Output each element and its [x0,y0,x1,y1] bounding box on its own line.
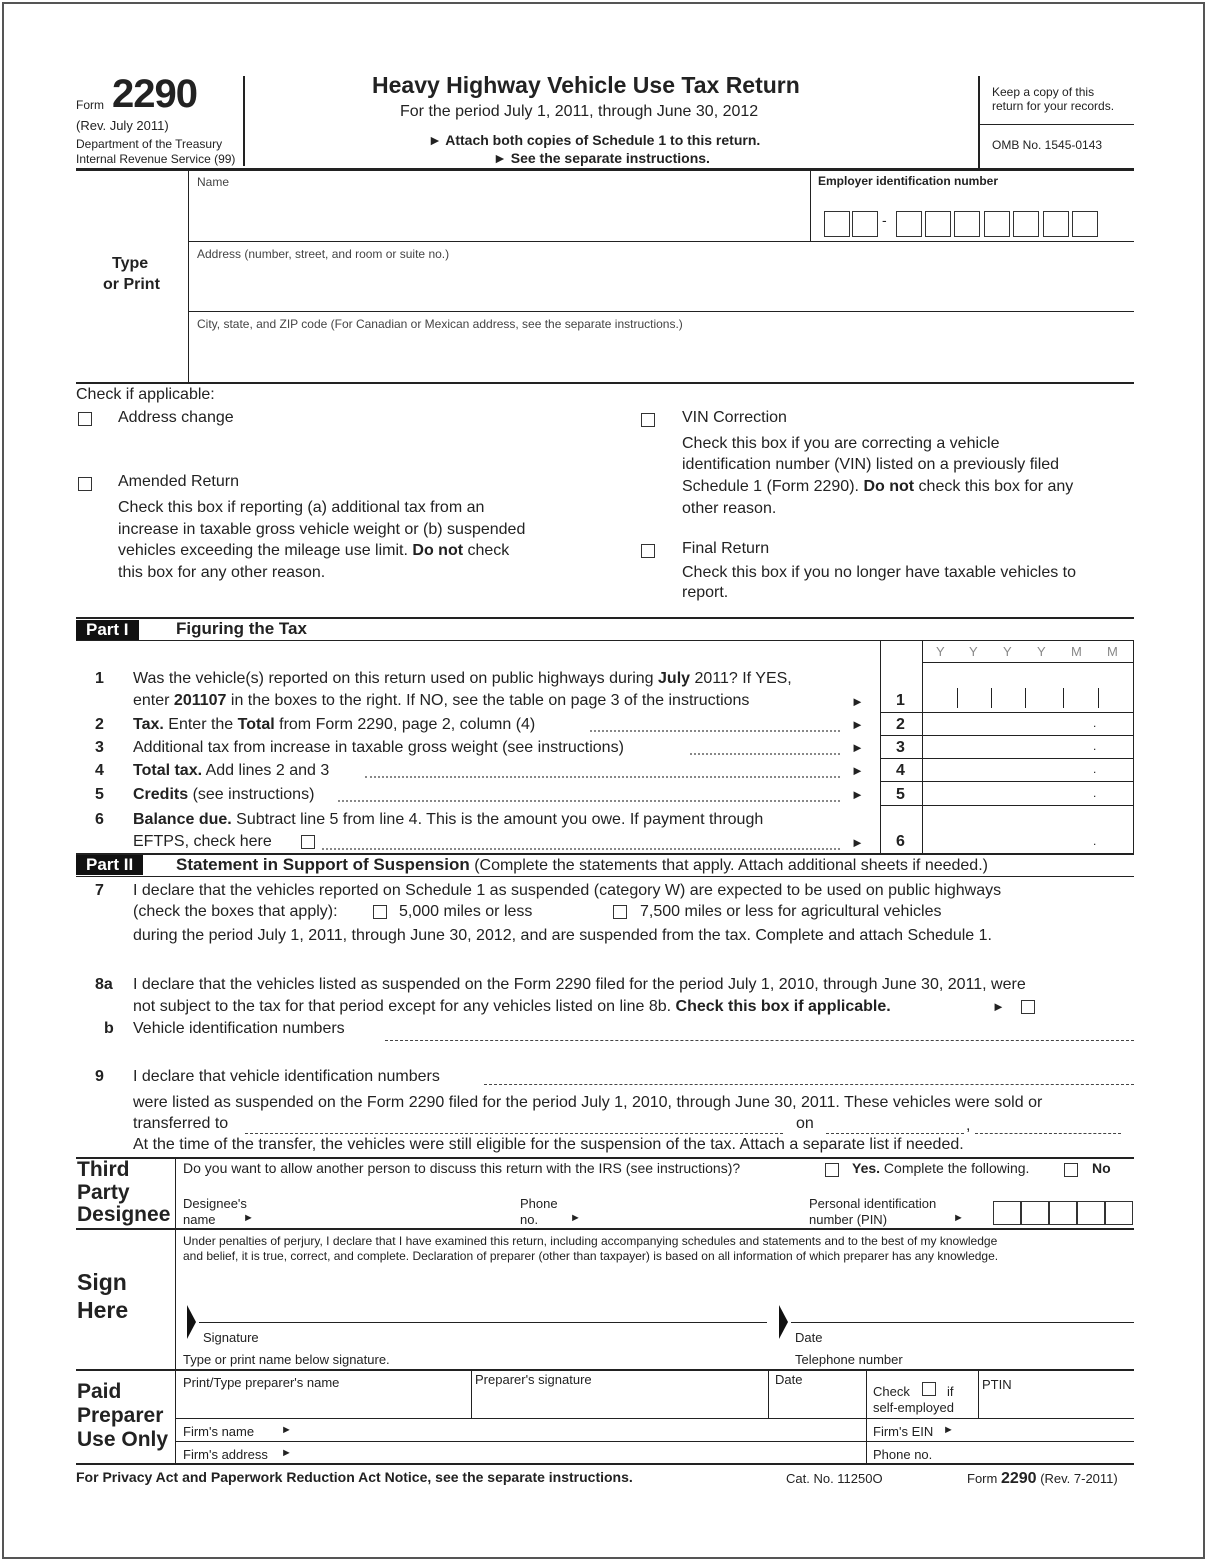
header-bottom-rule [76,168,1134,171]
designee-yes-checkbox[interactable] [825,1163,839,1177]
line1-box-num: 1 [896,692,905,709]
ein-divider [810,171,811,241]
transfer-year-field[interactable] [975,1133,1121,1134]
name-bottom-rule [188,241,1134,242]
department: Department of the Treasury [76,137,223,151]
firm-address-label: Firm's address [183,1447,268,1462]
pin-label-1: Personal identification [809,1196,937,1211]
line3-num: 3 [95,739,104,756]
line3-text: Additional tax from increase in taxable gross weight (see instructions) [133,739,624,756]
line3-amount-field[interactable] [926,737,1130,757]
line8a-num: 8a [95,976,113,993]
pin-digit-box[interactable] [1049,1201,1077,1225]
header-divider-right [978,76,980,168]
decimal-point-marker: . [1093,762,1097,776]
form-title: Heavy Highway Vehicle Use Tax Return [372,72,800,98]
line2-box-num: 2 [896,716,905,733]
header-divider-left [243,76,245,166]
designee-name-field[interactable] [258,1202,508,1224]
date-digit-separator [991,688,992,708]
attach-note: ► Attach both copies of Schedule 1 to this return. [428,132,761,148]
line4-box-num: 4 [896,762,905,779]
identity-bottom-rule [76,382,1134,384]
firm-address-field[interactable] [298,1443,861,1462]
line9-vin-field[interactable] [484,1084,1134,1085]
line3-rule [880,758,1134,759]
part2-title: Statement in Support of Suspension (Complete the statements that apply. Attach additional sheets if needed.) [176,855,988,874]
line4-arrow-icon: ► [851,763,864,778]
5000-miles-label: 5,000 miles or less [399,903,533,920]
third-party-heading-1: Third [77,1158,130,1181]
perjury-statement-2: and belief, it is true, correct, and complete. Declaration of preparer (other than taxpayer) is based on all information of which preparer has any knowledge. [183,1249,999,1263]
date-label: Date [795,1330,823,1345]
keep-copy-1: Keep a copy of this [992,85,1095,99]
line1-arrow-icon: ► [851,694,864,709]
preparer-heading-2: Preparer [77,1404,164,1427]
tax-period: For the period July 1, 2011, through June 30, 2012 [400,103,759,120]
line2-amount-field[interactable] [926,714,1130,734]
irs: Internal Revenue Service (99) [76,152,236,166]
perjury-statement-1: Under penalties of perjury, I declare that I have examined this return, including accompanying schedules and statements and to the best of my knowledge [183,1234,998,1248]
ein-digit-box[interactable] [925,211,951,237]
preparer-signature-field[interactable] [476,1393,764,1415]
self-employed-checkbox[interactable] [922,1382,936,1396]
line6-text-1: Balance due. Subtract line 5 from line 4. This is the amount you owe. If payment through [133,811,764,828]
date-digit-separator [957,688,958,708]
final-return-label: Final Return [682,540,770,557]
line4-num: 4 [95,762,104,779]
date-format-letter: M [1071,644,1082,659]
preparer-date-field[interactable] [773,1393,863,1415]
firm-ein-arrow-icon: ► [943,1424,954,1436]
vin-correction-checkbox[interactable] [641,413,655,427]
designee-no: No [1092,1160,1111,1176]
final-desc-2: report. [682,584,729,601]
vin-desc-4: other reason. [682,500,777,517]
name-field[interactable] [198,192,803,237]
date-line [791,1322,1134,1323]
line6-leader [322,848,840,850]
ein-label: Employer identification number [818,174,999,188]
name-label: Name [197,175,230,189]
pin-label-2: number (PIN) [809,1212,888,1227]
vin-desc-2: identification number (VIN) listed on a previously filed [682,456,1060,473]
amended-desc-3: vehicles exceeding the mileage use limit. Do not check [118,542,510,559]
taxpayer-signature-field[interactable] [199,1300,764,1322]
preparer-heading-3: Use Only [77,1428,169,1451]
line8a-checkbox[interactable] [1021,1000,1035,1014]
line3-box-num: 3 [896,739,905,756]
amended-desc-2: increase in taxable gross vehicle weight or (b) suspended [118,521,526,538]
signature-label: Signature [203,1330,259,1345]
line8a-arrow-icon: ► [992,999,1005,1014]
sign-heading-1: Sign [77,1269,127,1295]
phone-arrow-icon: ► [570,1212,581,1224]
form-number: 2290 [112,72,197,116]
type-or-print-1: Type [112,255,149,272]
keep-copy-2: return for your records. [992,99,1115,113]
firm-ein-label: Firm's EIN [873,1424,934,1439]
box-col-right [1133,640,1134,854]
ein-digit-box[interactable] [824,211,850,237]
preparer-col-1 [471,1370,472,1418]
ein-digit-box[interactable] [954,211,980,237]
phone-label-2: no. [520,1212,539,1227]
ein-hyphen: - [882,212,887,228]
yyyymm-rule [922,662,1134,663]
7500-miles-checkbox[interactable] [613,905,627,919]
type-or-print-2: or Print [103,276,160,293]
line5-arrow-icon: ► [851,787,864,802]
pin-arrow-icon: ► [953,1212,964,1224]
phone-label-1: Phone [520,1196,558,1211]
address-field[interactable] [198,264,1128,308]
city-field[interactable] [198,334,1128,379]
address-bottom-rule [188,311,1134,312]
line9-text-3: transferred to [133,1115,229,1132]
amended-desc-1: Check this box if reporting (a) additional tax from an [118,499,485,516]
decimal-point-marker: . [1093,786,1097,800]
pin-digit-box[interactable] [1077,1201,1105,1225]
applicable-heading: Check if applicable: [76,386,215,403]
preparer-date-label: Date [775,1372,803,1387]
self-employed-check-label: Check [873,1384,910,1399]
date-format-letter: Y [936,644,945,659]
identity-left-rule [188,171,189,383]
privacy-notice: For Privacy Act and Paperwork Reduction Act Notice, see the separate instructions. [76,1469,633,1485]
date-format-letter: Y [1003,644,1012,659]
type-name-label: Type or print name below signature. [183,1352,390,1367]
final-desc-1: Check this box if you no longer have taxable vehicles to [682,564,1077,581]
omb-number: OMB No. 1545-0143 [992,138,1103,152]
revision: (Rev. July 2011) [76,118,169,133]
line4-rule [880,781,1134,782]
decimal-point-marker: . [1093,716,1097,730]
line9-text-1: I declare that vehicle identification numbers [133,1068,440,1085]
ein-digit-box[interactable] [984,211,1010,237]
ein-digit-box[interactable] [852,211,878,237]
address-change-checkbox[interactable] [78,412,92,426]
line6-text-2: EFTPS, check here [133,833,272,850]
third-party-heading-3: Designee [77,1203,171,1226]
line7-text-3: during the period July 1, 2011, through June 30, 2012, and are suspended from the tax. Complete and attach Schedule 1. [133,927,992,944]
designee-question: Do you want to allow another person to discuss this return with the IRS (see instructions)? [183,1160,741,1176]
form-word: Form [76,98,104,112]
line1-text-2: enter 201107 in the boxes to the right. If NO, see the table on page 3 of the instructions [133,692,750,709]
ein-digit-box[interactable] [1013,211,1039,237]
signature-marker-icon [185,1305,197,1339]
line9-num: 9 [95,1068,104,1085]
preparer-phone-field[interactable] [940,1443,1130,1462]
ein-digit-box[interactable] [1072,211,1098,237]
line6-amount-field[interactable] [926,808,1130,850]
amended-return-label: Amended Return [118,473,239,490]
ptin-field[interactable] [983,1393,1131,1415]
third-party-heading-2: Party [77,1181,130,1204]
firm-name-label: Firm's name [183,1424,255,1439]
pin-digit-box[interactable] [1105,1201,1133,1225]
footer-top-rule [76,1463,1134,1465]
firm-name-arrow-icon: ► [281,1424,292,1436]
preparer-top-rule [76,1369,1134,1371]
line8b-num: b [104,1020,114,1037]
date-digit-separator [1025,688,1026,708]
pin-digit-box[interactable] [1021,1201,1049,1225]
line1-rule [880,712,1134,713]
part2-title-rule [76,876,1134,877]
instructions-note: ► See the separate instructions. [493,150,710,166]
address-label: Address (number, street, and room or suite no.) [197,247,450,261]
self-employed-label: self-employed [873,1400,954,1415]
line5-box-num: 5 [896,786,905,803]
line4-text: Total tax. Add lines 2 and 3 [133,762,330,779]
line9-comma: , [966,1117,971,1134]
footer-form: Form 2290 (Rev. 7-2011) [967,1470,1118,1487]
line6-arrow-icon: ► [851,835,864,850]
vin-desc-3: Schedule 1 (Form 2290). Do not check this box for any [682,478,1074,495]
designee-phone-field[interactable] [585,1202,795,1224]
box-col-mid [922,640,923,854]
line2-arrow-icon: ► [851,717,864,732]
line2-num: 2 [95,716,104,733]
line4-amount-field[interactable] [926,760,1130,780]
firm-name-field[interactable] [298,1420,861,1440]
line1-num: 1 [95,670,104,687]
part1-title-rule [76,640,1134,641]
amended-return-checkbox[interactable] [78,477,92,491]
designee-name-label-1: Designee's [183,1196,247,1211]
transferee-field[interactable] [245,1133,783,1134]
5000-miles-checkbox[interactable] [373,905,387,919]
self-employed-if: if [947,1384,954,1399]
line8a-text-2: not subject to the tax for that period except for any vehicles listed on line 8b. Check this box if applicable. [133,998,891,1015]
line5-amount-field[interactable] [926,784,1130,804]
amended-desc-4: this box for any other reason. [118,564,326,581]
eftps-checkbox[interactable] [301,835,315,849]
line8a-text-1: I declare that the vehicles listed as suspended on the Form 2290 filed for the period July 1, 2010, through June 30, 2011, were [133,976,1026,993]
preparer-heading-1: Paid [77,1380,122,1403]
line9-text-2: were listed as suspended on the Form 2290 filed for the period July 1, 2010, through June 30, 2011. These vehicles were sold or [133,1094,1043,1111]
city-label: City, state, and ZIP code (For Canadian or Mexican address, see the separate instructions.) [197,317,683,331]
preparer-signature-label: Preparer's signature [475,1372,592,1387]
line1-text-1: Was the vehicle(s) reported on this return used on public highways during July 2011? If YES, [133,670,792,687]
sign-date-field[interactable] [791,1300,1131,1322]
catalog-number: Cat. No. 11250O [786,1471,883,1486]
line7-text-2: (check the boxes that apply): [133,903,338,920]
preparer-col-4 [978,1370,979,1418]
line8b-text: Vehicle identification numbers [133,1020,345,1037]
line9-on: on [796,1115,814,1132]
line2-text: Tax. Enter the Total from Form 2290, page 2, column (4) [133,716,536,733]
line7-num: 7 [95,882,104,899]
date-digit-separator [1098,688,1099,708]
address-change-label: Address change [118,409,234,426]
omb-rule [978,124,1134,125]
designee-arrow-icon: ► [243,1212,254,1224]
part2-label: Part II [76,855,143,875]
line6-box-num: 6 [896,833,905,850]
line5-leader [338,800,840,802]
signature-line [199,1322,767,1323]
line9-text-4: At the time of the transfer, the vehicles were still eligible for the suspension of the tax. Attach a separate list if needed. [133,1136,964,1153]
preparer-phone-label: Phone no. [873,1447,933,1462]
final-return-checkbox[interactable] [641,544,655,558]
designee-no-checkbox[interactable] [1064,1163,1078,1177]
7500-miles-label: 7,500 miles or less for agricultural vehicles [640,903,942,920]
line3-arrow-icon: ► [851,740,864,755]
designee-name-label-2: name [183,1212,216,1227]
line5-rule [880,805,1134,806]
telephone-label: Telephone number [795,1352,903,1367]
date-format-letter: Y [969,644,978,659]
ein-digit-box[interactable] [896,211,922,237]
designee-top-rule [76,1157,1134,1159]
preparer-col-3 [866,1370,867,1463]
date-marker-icon [777,1305,789,1339]
ein-digit-box[interactable] [1043,211,1069,237]
decimal-point-marker: . [1093,739,1097,753]
vin-correction-label: VIN Correction [682,409,787,426]
line5-num: 5 [95,786,104,803]
transfer-date-field[interactable] [826,1133,964,1134]
box-col-left [880,640,881,854]
line2-rule [880,735,1134,736]
line5-text: Credits (see instructions) [133,786,315,803]
preparer-row-rule-2 [175,1441,1134,1442]
line2-leader [590,730,840,732]
date-format-letter: Y [1037,644,1046,659]
preparer-col-2 [768,1370,769,1418]
vin-list-field[interactable] [385,1040,1134,1041]
vin-desc-1: Check this box if you are correcting a vehicle [682,435,1000,452]
line6-num: 6 [95,811,104,828]
designee-yes: Yes. Complete the following. [852,1160,1030,1176]
line3-leader [690,753,840,755]
sign-top-rule [76,1228,1134,1230]
line7-text-1: I declare that the vehicles reported on Schedule 1 as suspended (category W) are expected to be used on public highways [133,882,1002,899]
part1-label: Part I [76,620,139,640]
sign-heading-2: Here [77,1297,129,1323]
line4-leader [365,776,840,778]
preparer-name-label: Print/Type preparer's name [183,1375,340,1390]
date-format-letter: M [1107,644,1118,659]
decimal-point-marker: . [1093,834,1097,848]
part1-title: Figuring the Tax [176,619,307,638]
firm-address-arrow-icon: ► [281,1447,292,1459]
ptin-label: PTIN [982,1377,1012,1392]
preparer-row-rule-1 [175,1418,1134,1419]
pin-digit-box[interactable] [993,1201,1021,1225]
firm-ein-field[interactable] [960,1420,1130,1440]
preparer-name-field[interactable] [183,1393,466,1415]
date-digit-separator [1063,688,1064,708]
